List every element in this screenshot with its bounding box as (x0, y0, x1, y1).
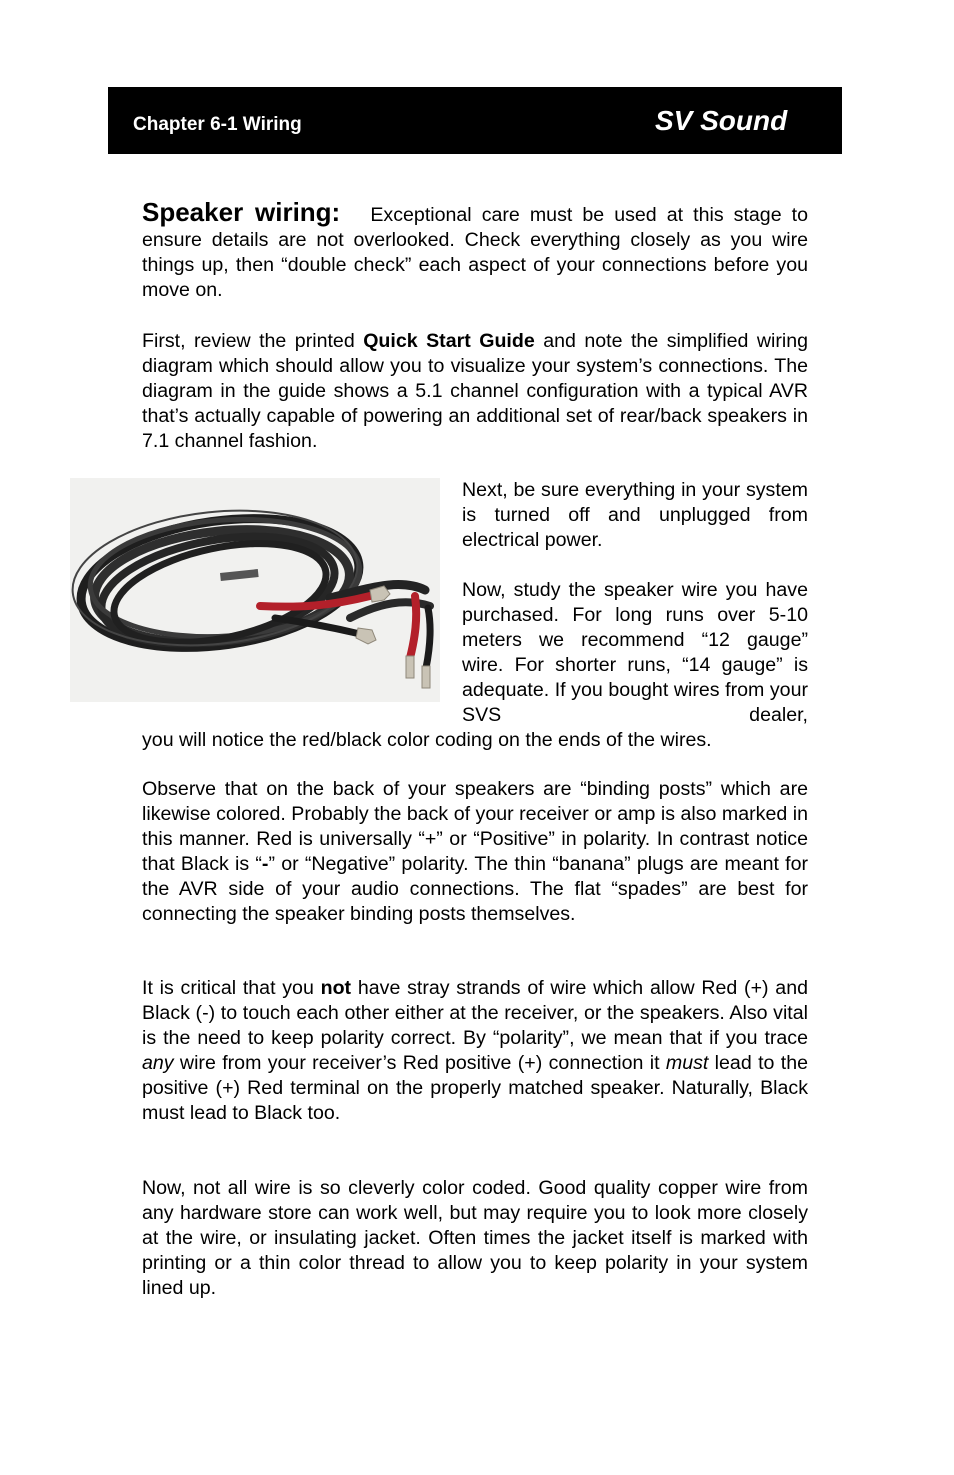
binding-posts-paragraph (142, 777, 808, 926)
para4-wrapped-text: Now, study the speaker wire you have purchased. For long runs over 5-10 meters we recommend “12 gauge” wire. For shorter runs, “14 gauge” is adequate. If you bought wires from your SVS dealer, (462, 579, 808, 726)
intro-text: Exceptional care must be used at this stage to ensure details are not overlooked. Check everything closely as you wire things up, then “double check” each aspect of your connections before you move on. (142, 204, 808, 301)
page-header (108, 87, 842, 154)
speaker-wire-photo (70, 478, 440, 702)
para6-text-2: have stray strands of wire which allow Red (+) and Black (-) to touch each other either at the receiver, or the speakers. Also vital is the need to keep polarity correct. By “polarity”, we mean that if you trace (142, 977, 808, 1049)
intro-paragraph (142, 197, 808, 303)
chapter-title: Chapter 6-1 Wiring (133, 114, 302, 135)
para5-text-after: ” or “Negative” polarity. The thin “banana” plugs are meant for the AVR side of your audio connections. The flat “spades” are best for connecting the speaker binding posts themselves. (142, 852, 808, 925)
para7-text: Now, not all wire is so cleverly color coded. Good quality copper wire from any hardware store can work well, but may require you to look more closely at the wire, or insulating jacket. Often times the jacket itself is marked with printing or a thin color thread to allow you to keep polarity in your system lined up. (142, 1177, 808, 1299)
para2-text-before: First, review the printed (142, 330, 364, 352)
not-bold: not (320, 977, 352, 999)
para3-text: Next, be sure everything in your system is turned off and unplugged from electrical power. (462, 479, 808, 551)
para6-text-3: wire from your receiver’s Red positive (+) connection it (173, 1051, 666, 1074)
negative-sign-bold: - (261, 852, 269, 875)
any-italic: any (142, 1051, 174, 1074)
para2-text-after: and note the simplified wiring diagram which should allow you to visualize your system’s connections. The diagram in the guide shows a 5.1 channel configuration with a typical AVR that’s actually capable of powering an additional set of rear/back speakers in 7.1 channel fashion. (142, 330, 809, 452)
para5-text-before: Observe that on the back of your speakers are “binding posts” which are likewise colored. Probably the back of your receiver or amp is also marked in this manner. Red is universally “+” or “Positive” in polarity. In contrast notice that Black is “ (142, 778, 808, 875)
wire-gauge-paragraph (462, 578, 808, 727)
quick-start-guide-bold: Quick Start Guide (363, 330, 535, 352)
power-off-paragraph (462, 478, 808, 553)
section-heading: Speaker wiring: (142, 197, 341, 227)
hardware-wire-paragraph (142, 1176, 808, 1301)
quick-start-paragraph (142, 329, 808, 454)
color-coding-line (142, 728, 808, 753)
para6-text-4: lead to the positive (+) Red terminal on the properly matched speaker. Naturally, Black must lead to Black too. (142, 1051, 808, 1124)
must-italic: must (665, 1051, 709, 1074)
polarity-paragraph (142, 976, 808, 1125)
brand-name: SV Sound (655, 105, 788, 136)
para6-text-1: It is critical that you (142, 977, 321, 999)
para4-full-text: you will notice the red/black color coding on the ends of the wires. (142, 729, 712, 751)
